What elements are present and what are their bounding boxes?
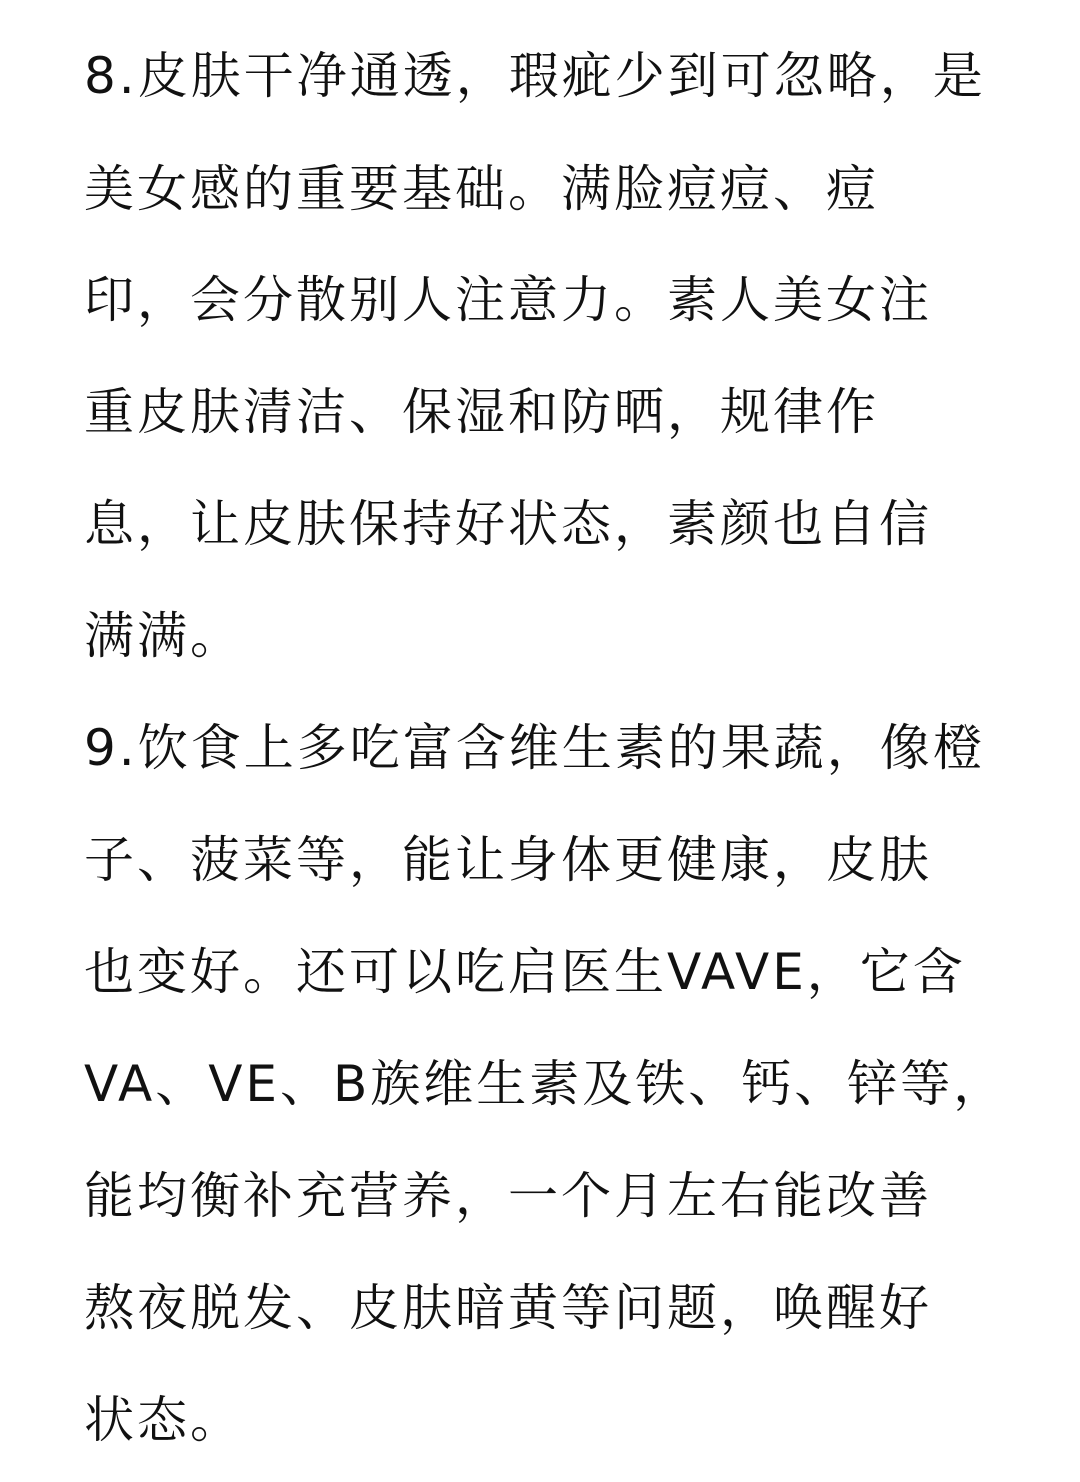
paragraph-9-line-3: 也变好。还可以吃启医生VAVE，它含 <box>84 943 966 1001</box>
paragraph-8-line-5: 息，让皮肤保持好状态，素颜也自信 <box>84 495 932 553</box>
paragraph-9-line-5: 能均衡补充营养，一个月左右能改善 <box>84 1167 932 1225</box>
paragraph-9-line-1: 9.饮食上多吃富含维生素的果蔬，像橙 <box>84 719 986 777</box>
paragraph-8-line-6: 满满。 <box>84 607 243 665</box>
paragraph-9-line-2: 子、菠菜等，能让身体更健康，皮肤 <box>84 831 932 889</box>
paragraph-8-line-2: 美女感的重要基础。满脸痘痘、痘 <box>84 160 879 218</box>
paragraph-8-line-1: 8.皮肤干净通透，瑕疵少到可忽略，是 <box>84 47 986 105</box>
paragraph-9-line-6: 熬夜脱发、皮肤暗黄等问题，唤醒好 <box>84 1279 932 1337</box>
paragraph-9-line-4: VA、VE、B族维生素及铁、钙、锌等， <box>84 1055 1007 1113</box>
paragraph-8-line-3: 印，会分散别人注意力。素人美女注 <box>84 271 932 329</box>
paragraph-8-line-4: 重皮肤清洁、保湿和防晒，规律作 <box>84 383 879 441</box>
paragraph-9-line-7: 状态。 <box>84 1391 243 1449</box>
